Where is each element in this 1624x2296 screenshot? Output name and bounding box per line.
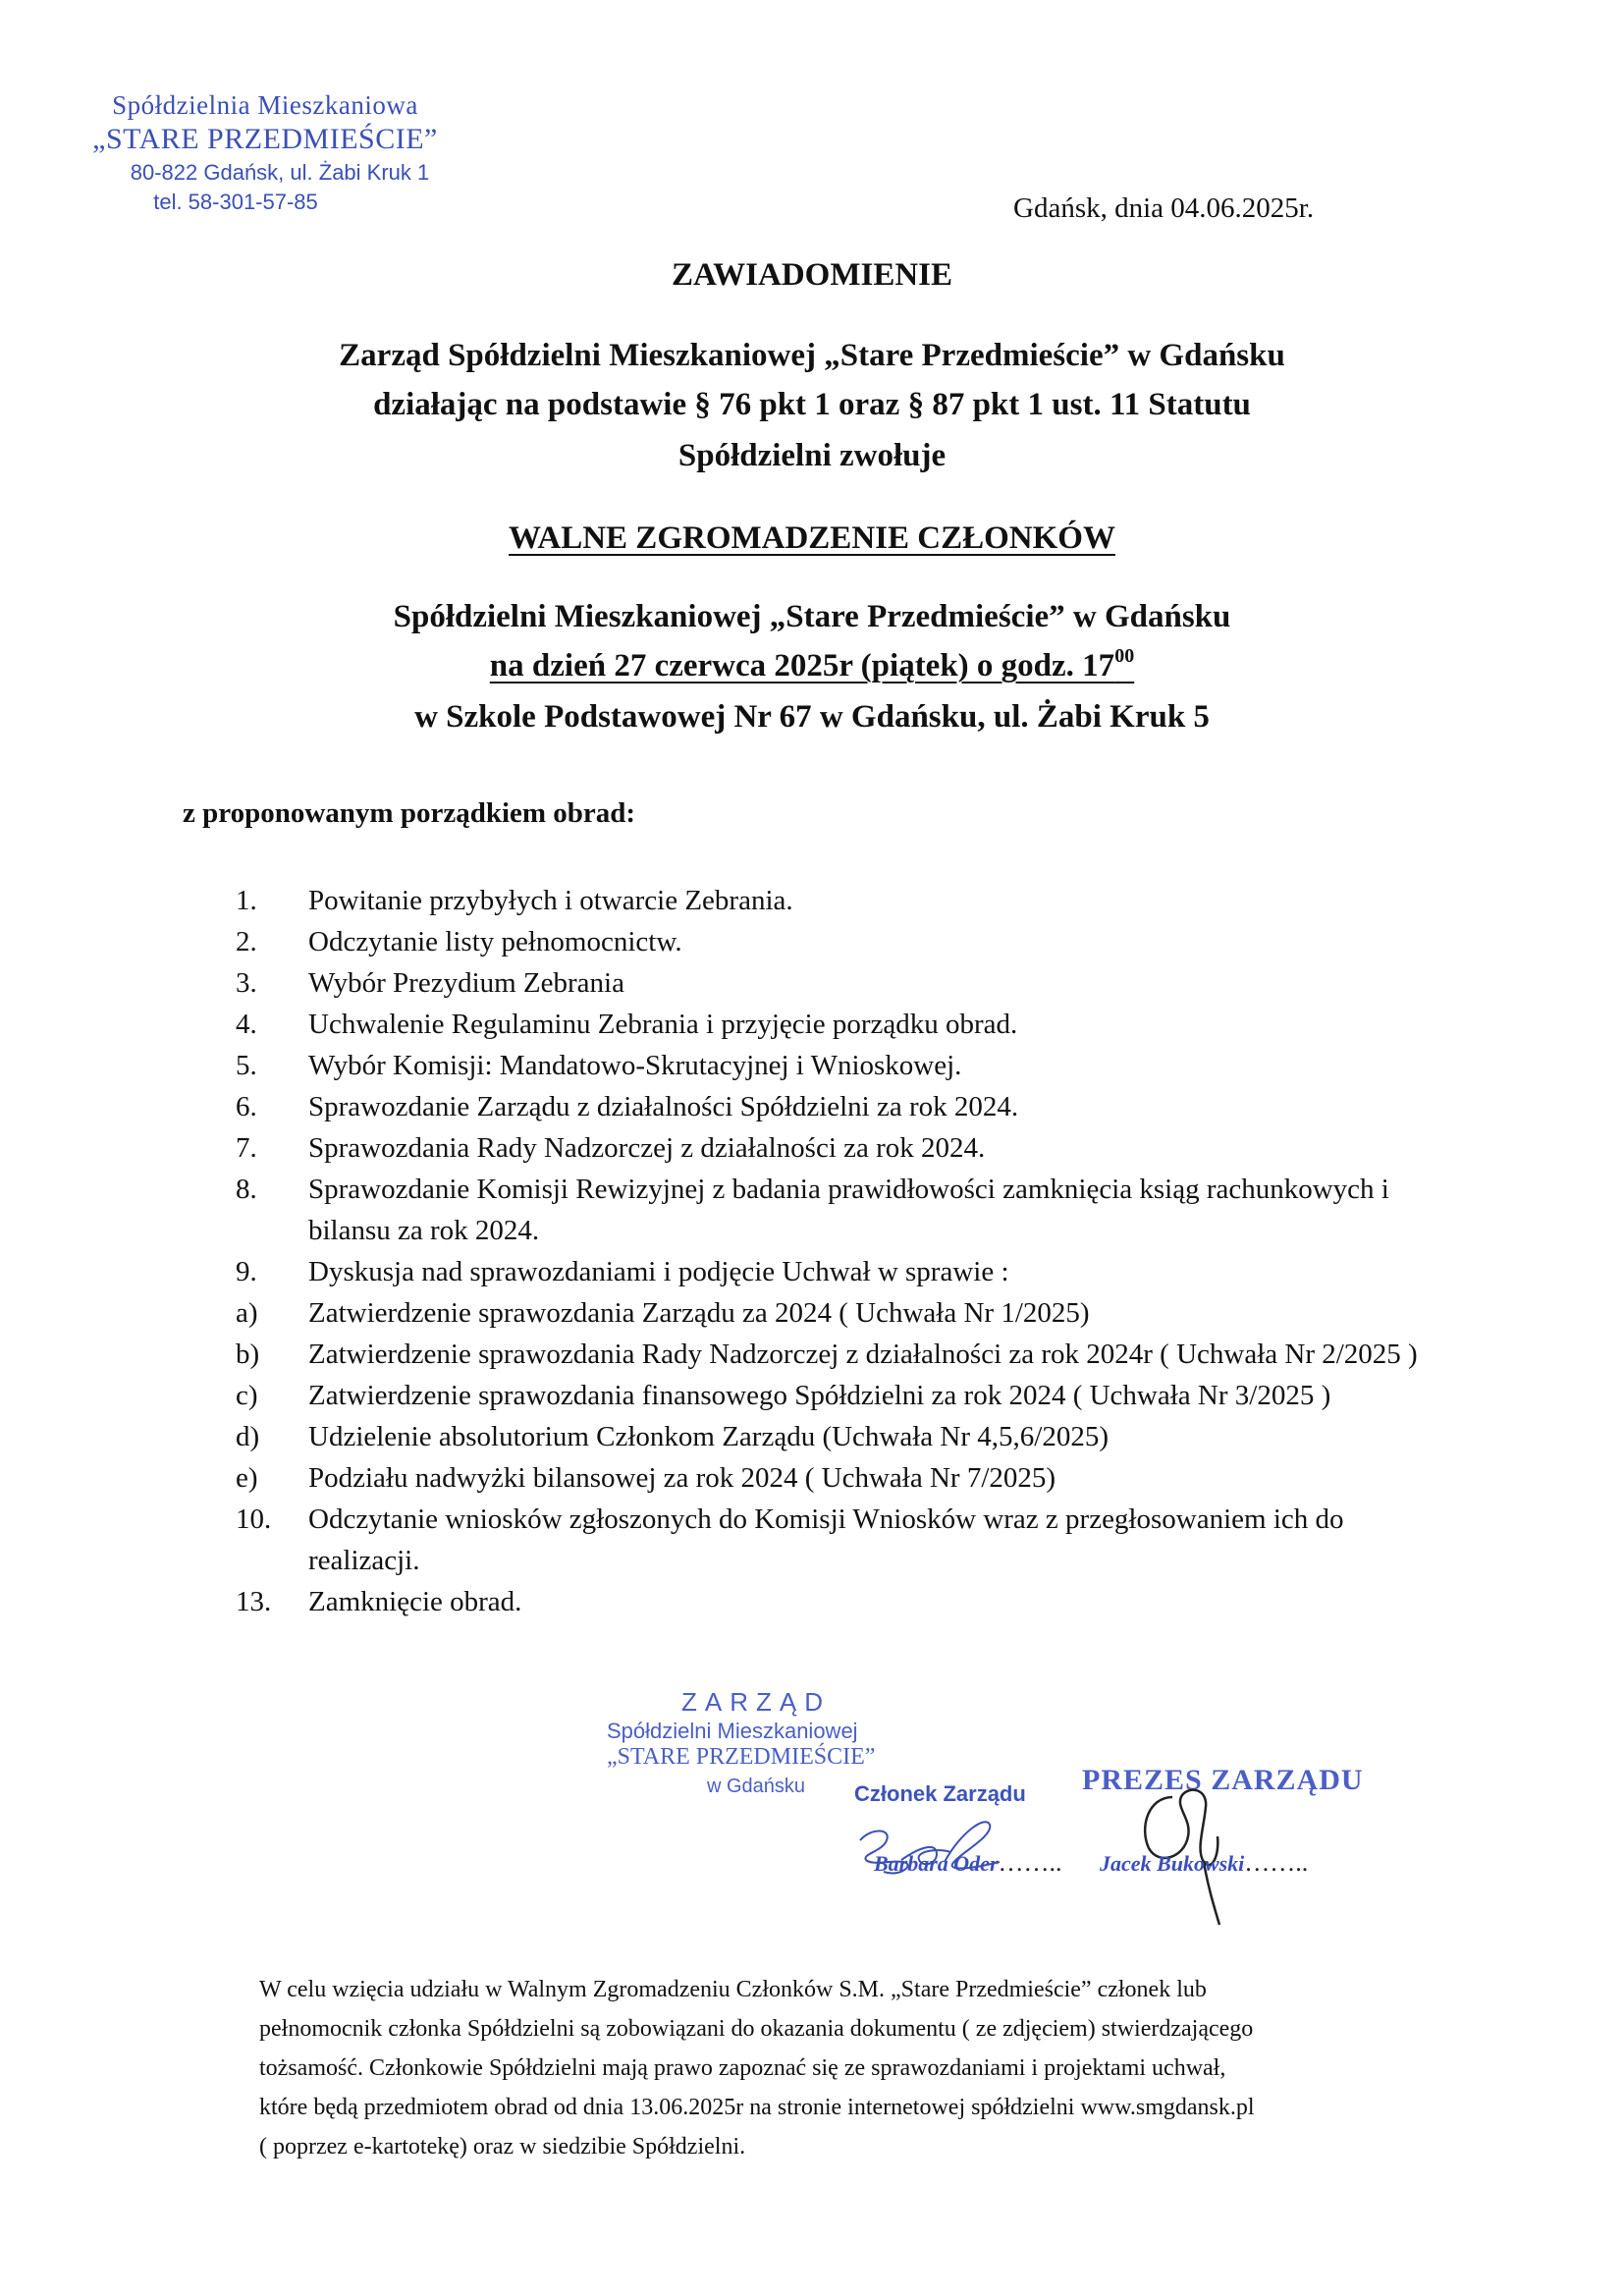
signature-member (842, 1803, 1039, 1891)
agenda-item-number: 5. (236, 1050, 257, 1081)
agenda-item-number: a) (236, 1297, 258, 1329)
agenda-item-text: Podziału nadwyżki bilansowej za rok 2024 ( Uchwała Nr 7/2025) (308, 1462, 1056, 1494)
agenda-item-number: 10. (236, 1503, 272, 1535)
meeting-time-superscript: 00 (1114, 645, 1135, 667)
letterhead-address: 80-822 Gdańsk, ul. Żabi Kruk 1 (130, 160, 430, 185)
notice-line: W celu wzięcia udziału w Walnym Zgromadzeniu Członków S.M. „Stare Przedmieście” członek lub (259, 1977, 1207, 2002)
meeting-date (0, 645, 1624, 684)
stamp-president-title: PREZES ZARZĄDU (1082, 1764, 1364, 1796)
stamp-zarzad: ZARZĄD (681, 1687, 831, 1717)
agenda-item (236, 1416, 1443, 1457)
agenda-item (236, 1375, 1443, 1416)
letterhead-phone: tel. 58-301-57-85 (153, 190, 318, 214)
agenda-item (236, 962, 1443, 1004)
stamp-coop-name: Spółdzielni Mieszkaniowej (607, 1719, 858, 1743)
agenda-item-text: Wybór Prezydium Zebrania (308, 967, 624, 999)
agenda-item-text: Sprawozdania Rady Nadzorczej z działalności za rok 2024. (308, 1132, 986, 1164)
agenda-item-text: Zatwierdzenie sprawozdania Rady Nadzorczej z działalności za rok 2024r ( Uchwała Nr 2/2025 ) (308, 1339, 1418, 1370)
agenda-item-number: 6. (236, 1091, 257, 1122)
notice-paragraph (259, 1970, 1418, 2166)
agenda-item (236, 1045, 1443, 1086)
signature-line-president (1100, 1848, 1308, 1878)
agenda-item-number: 3. (236, 967, 257, 999)
signature-dots: …….. (998, 1848, 1062, 1877)
document-title: ZAWIADOMIENIE (671, 257, 953, 293)
agenda-item-number: 8. (236, 1174, 257, 1205)
intro-line-3: Spółdzielni zwołuje (677, 438, 947, 473)
agenda-item-number: 7. (236, 1132, 257, 1164)
agenda-item (236, 1334, 1443, 1375)
member-name: Barbara Oder (874, 1851, 999, 1876)
meeting-date-text: na dzień 27 czerwca 2025r (piątek) o godz. 17 (489, 648, 1115, 683)
agenda-item (236, 1251, 1443, 1292)
agenda-list (236, 880, 1443, 1622)
president-name: Jacek Bukowski (1100, 1851, 1245, 1876)
agenda-item-text: Zatwierdzenie sprawozdania finansowego Spółdzielni za rok 2024 ( Uchwała Nr 3/2025 ) (308, 1380, 1331, 1411)
agenda-item-number: 9. (236, 1256, 257, 1287)
agenda-item-text: Odczytanie wniosków zgłoszonych do Komisji Wniosków wraz z przegłosowaniem ich do realizacji. (308, 1503, 1344, 1576)
notice-line: ( poprzez e-kartotekę) oraz w siedzibie Spółdzielni. (259, 2134, 746, 2159)
agenda-item (236, 1457, 1443, 1499)
agenda-item-text: Uchwalenie Regulaminu Zebrania i przyjęcie porządku obrad. (308, 1009, 1018, 1040)
agenda-item-text: Sprawozdanie Zarządu z działalności Spółdzielni za rok 2024. (308, 1091, 1019, 1122)
agenda-item-text: Odczytanie listy pełnomocnictw. (308, 926, 682, 957)
assembly-title: WALNE ZGROMADZENIE CZŁONKÓW (509, 520, 1115, 556)
agenda-item (236, 1004, 1443, 1045)
intro-line-1: Zarząd Spółdzielni Mieszkaniowej „Stare Przedmieście” w Gdańsku (339, 338, 1285, 373)
notice-line: pełnomocnik członka Spółdzielni są zobowiązani do okazania dokumentu ( ze zdjęciem) stwierdzającego (259, 2016, 1254, 2042)
agenda-item-number: 2. (236, 926, 257, 957)
agenda-item-number: 4. (236, 1009, 257, 1040)
intro-line-2: działając na podstawie § 76 pkt 1 oraz § 87 pkt 1 ust. 11 Statutu (373, 387, 1251, 422)
stamp-member-title: Członek Zarządu (854, 1781, 1026, 1806)
meeting-place: w Szkole Podstawowej Nr 67 w Gdańsku, ul. Żabi Kruk 5 (414, 699, 1210, 735)
agenda-item-text: Powitanie przybyłych i otwarcie Zebrania. (308, 885, 793, 916)
document-date: Gdańsk, dnia 04.06.2025r. (1013, 192, 1315, 224)
letterhead-name: Spółdzielnia Mieszkaniowa (112, 90, 418, 120)
agenda-item (236, 921, 1443, 962)
agenda-item (236, 1581, 1443, 1622)
agenda-item-text: Udzielenie absolutorium Członkom Zarządu (Uchwała Nr 4,5,6/2025) (308, 1421, 1109, 1452)
signature-line-member (874, 1848, 1062, 1878)
letterhead-quoted-name: „STARE PRZEDMIEŚCIE” (92, 123, 438, 155)
agenda-item-number: 13. (236, 1586, 272, 1617)
letterhead-stamp (79, 90, 452, 215)
agenda-item (236, 1169, 1443, 1251)
agenda-item (236, 880, 1443, 921)
agenda-item-number: c) (236, 1380, 258, 1411)
agenda-item (236, 1086, 1443, 1127)
agenda-item-text: Wybór Komisji: Mandatowo-Skrutacyjnej i Wnioskowej. (308, 1050, 962, 1081)
signature-dots: …….. (1244, 1848, 1309, 1877)
agenda-item-text: Zamknięcie obrad. (308, 1586, 522, 1617)
meeting-coop-name: Spółdzielni Mieszkaniowej „Stare Przedmieście” w Gdańsku (393, 599, 1231, 634)
agenda-intro: z proponowanym porządkiem obrad: (183, 797, 636, 829)
stamp-quoted-name: „STARE PRZEDMIEŚCIE” (607, 1744, 876, 1770)
notice-line: tożsamość. Członkowie Spółdzielni mają prawo zapoznać się ze sprawozdaniami i projektami uchwał, (259, 2055, 1226, 2081)
agenda-item-number: 1. (236, 885, 257, 916)
agenda-item (236, 1127, 1443, 1169)
agenda-item-text: Dyskusja nad sprawozdaniami i podjęcie Uchwał w sprawie : (308, 1256, 1009, 1287)
agenda-item-number: d) (236, 1421, 260, 1452)
notice-line: które będą przedmiotem obrad od dnia 13.06.2025r na stronie internetowej spółdzielni www.smgdansk.pl (259, 2095, 1255, 2120)
agenda-item-text: Zatwierdzenie sprawozdania Zarządu za 2024 ( Uchwała Nr 1/2025) (308, 1297, 1090, 1329)
agenda-item-text: Sprawozdanie Komisji Rewizyjnej z badania prawidłowości zamknięcia ksiąg rachunkowych i bilansu za rok 2024. (308, 1174, 1389, 1246)
agenda-item-number: b) (236, 1339, 260, 1370)
stamp-city: w Gdańsku (707, 1776, 806, 1797)
agenda-item (236, 1499, 1443, 1581)
agenda-item (236, 1292, 1443, 1334)
agenda-item-number: e) (236, 1462, 258, 1494)
